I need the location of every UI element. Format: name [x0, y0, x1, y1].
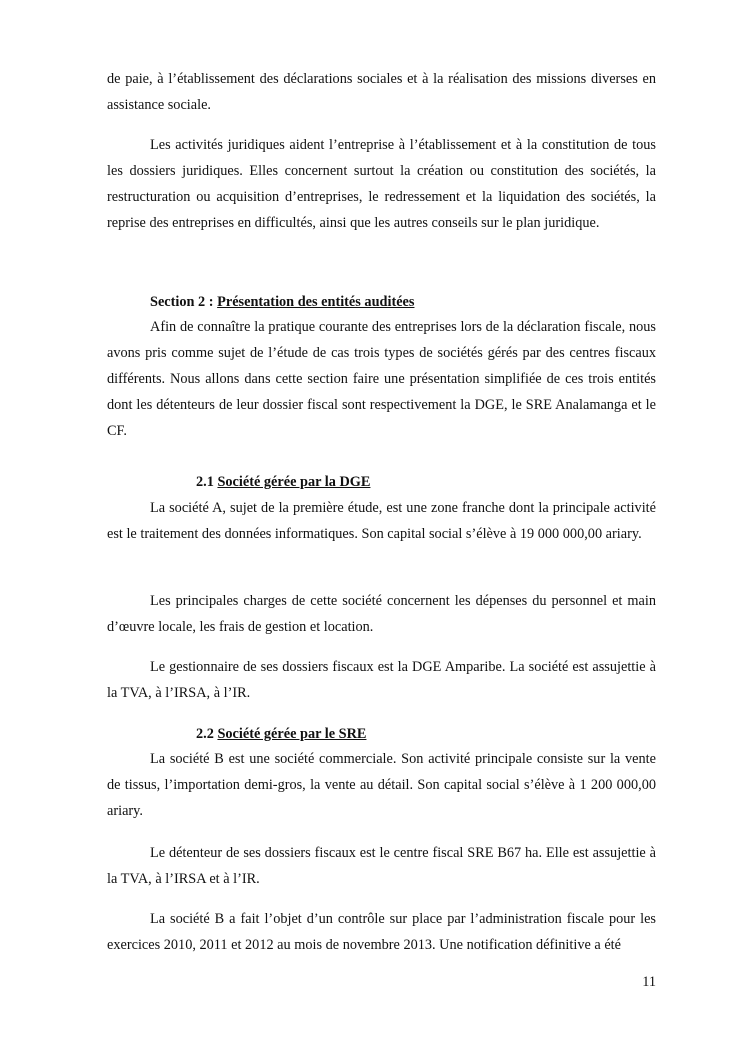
- subsection-2-1-title: Société gérée par la DGE: [217, 474, 371, 490]
- section-2-title: Présentation des entités auditées: [217, 294, 415, 310]
- paragraph-company-a-tax-manager: Le gestionnaire de ses dossiers fiscaux est la DGE Amparibe. La société est assujettie à la TVA, à l’IRSA, à l’IR.: [107, 659, 656, 701]
- section-2-heading: [150, 292, 414, 312]
- subsection-2-1-number: 2.1: [196, 474, 218, 490]
- paragraph-company-b-tax-holder: Le détenteur de ses dossiers fiscaux est le centre fiscal SRE B67 ha. Elle est assujettie à la TVA, à l’IRSA et à l’IR.: [107, 845, 656, 887]
- paragraph-payroll-continuation: de paie, à l’établissement des déclarations sociales et à la réalisation des missions diverses en assistance sociale.: [107, 71, 656, 113]
- paragraph-section-2-intro: Afin de connaître la pratique courante des entreprises lors de la déclaration fiscale, nous avons pris comme sujet de l’étude de cas trois types de sociétés gérés par des centres fiscaux différents. Nous allons dans cette section faire une présentation simplifiée de ces trois entités dont les détenteurs de leur dossier fiscal sont respectivement la DGE, le SRE Analamanga et le CF.: [107, 319, 656, 439]
- paragraph-company-a-description: La société A, sujet de la première étude, est une zone franche dont la principale activité est le traitement des données informatiques. Son capital social s’élève à 19 000 000,00 ariary.: [107, 500, 656, 542]
- subsection-2-2-title: Société gérée par le SRE: [217, 726, 367, 742]
- page-number: 11: [642, 974, 656, 990]
- paragraph-company-b-audit: La société B a fait l’objet d’un contrôle sur place par l’administration fiscale pour les exercices 2010, 2011 et 2012 au mois de novembre 2013. Une notification définitive a été: [107, 911, 656, 953]
- subsection-2-1-heading: [196, 472, 370, 492]
- subsection-2-2-number: 2.2: [196, 726, 218, 742]
- subsection-2-2-heading: [196, 724, 366, 744]
- paragraph-company-a-charges: Les principales charges de cette société concernent les dépenses du personnel et main d’œuvre locale, les frais de gestion et location.: [107, 593, 656, 635]
- paragraph-company-b-description: La société B est une société commerciale. Son activité principale consiste sur la vente de tissus, l’importation demi-gros, la vente au détail. Son capital social s’élève à 1 200 000,00 ariary.: [107, 751, 656, 819]
- paragraph-legal-activities: Les activités juridiques aident l’entreprise à l’établissement et à la constitution de tous les dossiers juridiques. Elles concernent surtout la création ou constitution des sociétés, la restructuration ou acquisition d’entreprises, le redressement et la liquidation des sociétés, la reprise des entreprises en difficultés, ainsi que les autres conseils sur le plan juridique.: [107, 137, 656, 231]
- section-2-prefix: Section 2 :: [150, 294, 218, 310]
